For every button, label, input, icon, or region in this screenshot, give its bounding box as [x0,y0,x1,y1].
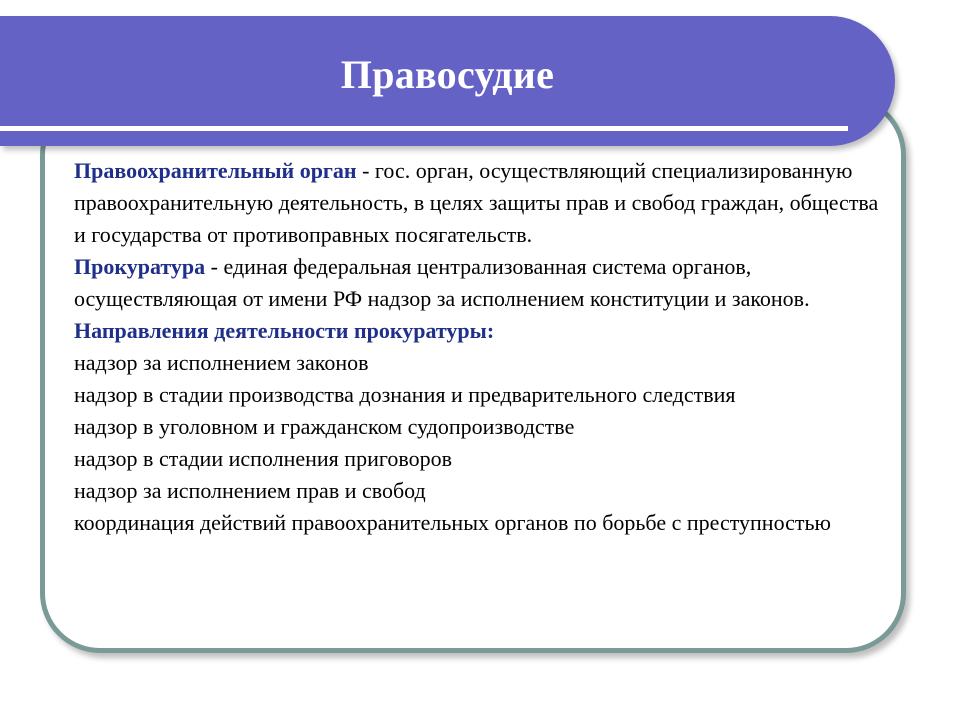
direction-item: координация действий правоохранительных органов по борьбе с преступностью [74,510,831,535]
direction-item: надзор в уголовном и гражданском судопроизводстве [74,414,575,439]
direction-item: надзор за исполнением законов [74,350,369,375]
definition-law-enforcement [74,155,894,251]
definition-prosecution [74,251,894,315]
definition-term: Правоохранительный орган [74,158,357,183]
definition-term: Прокуратура [74,254,206,279]
direction-item: надзор за исполнением прав и свобод [74,478,426,503]
direction-item: надзор в стадии производства дознания и предварительного следствия [74,382,736,407]
header-underline [0,126,848,131]
slide-content [74,155,894,539]
directions-heading: Направления деятельности прокуратуры: [74,318,495,343]
definition-text: - гос. орган, осуществляющий специализированную правоохранительную деятельность, в целях защиты прав и свобод граждан, общества и государства от противоправных посягательств. [74,158,879,247]
slide-title: Правосудие [340,52,555,97]
definition-text: - единая федеральная централизованная система органов, осуществляющая от имени РФ надзор за исполнением конституции и законов. [74,254,810,311]
direction-item: надзор в стадии исполнения приговоров [74,446,452,471]
